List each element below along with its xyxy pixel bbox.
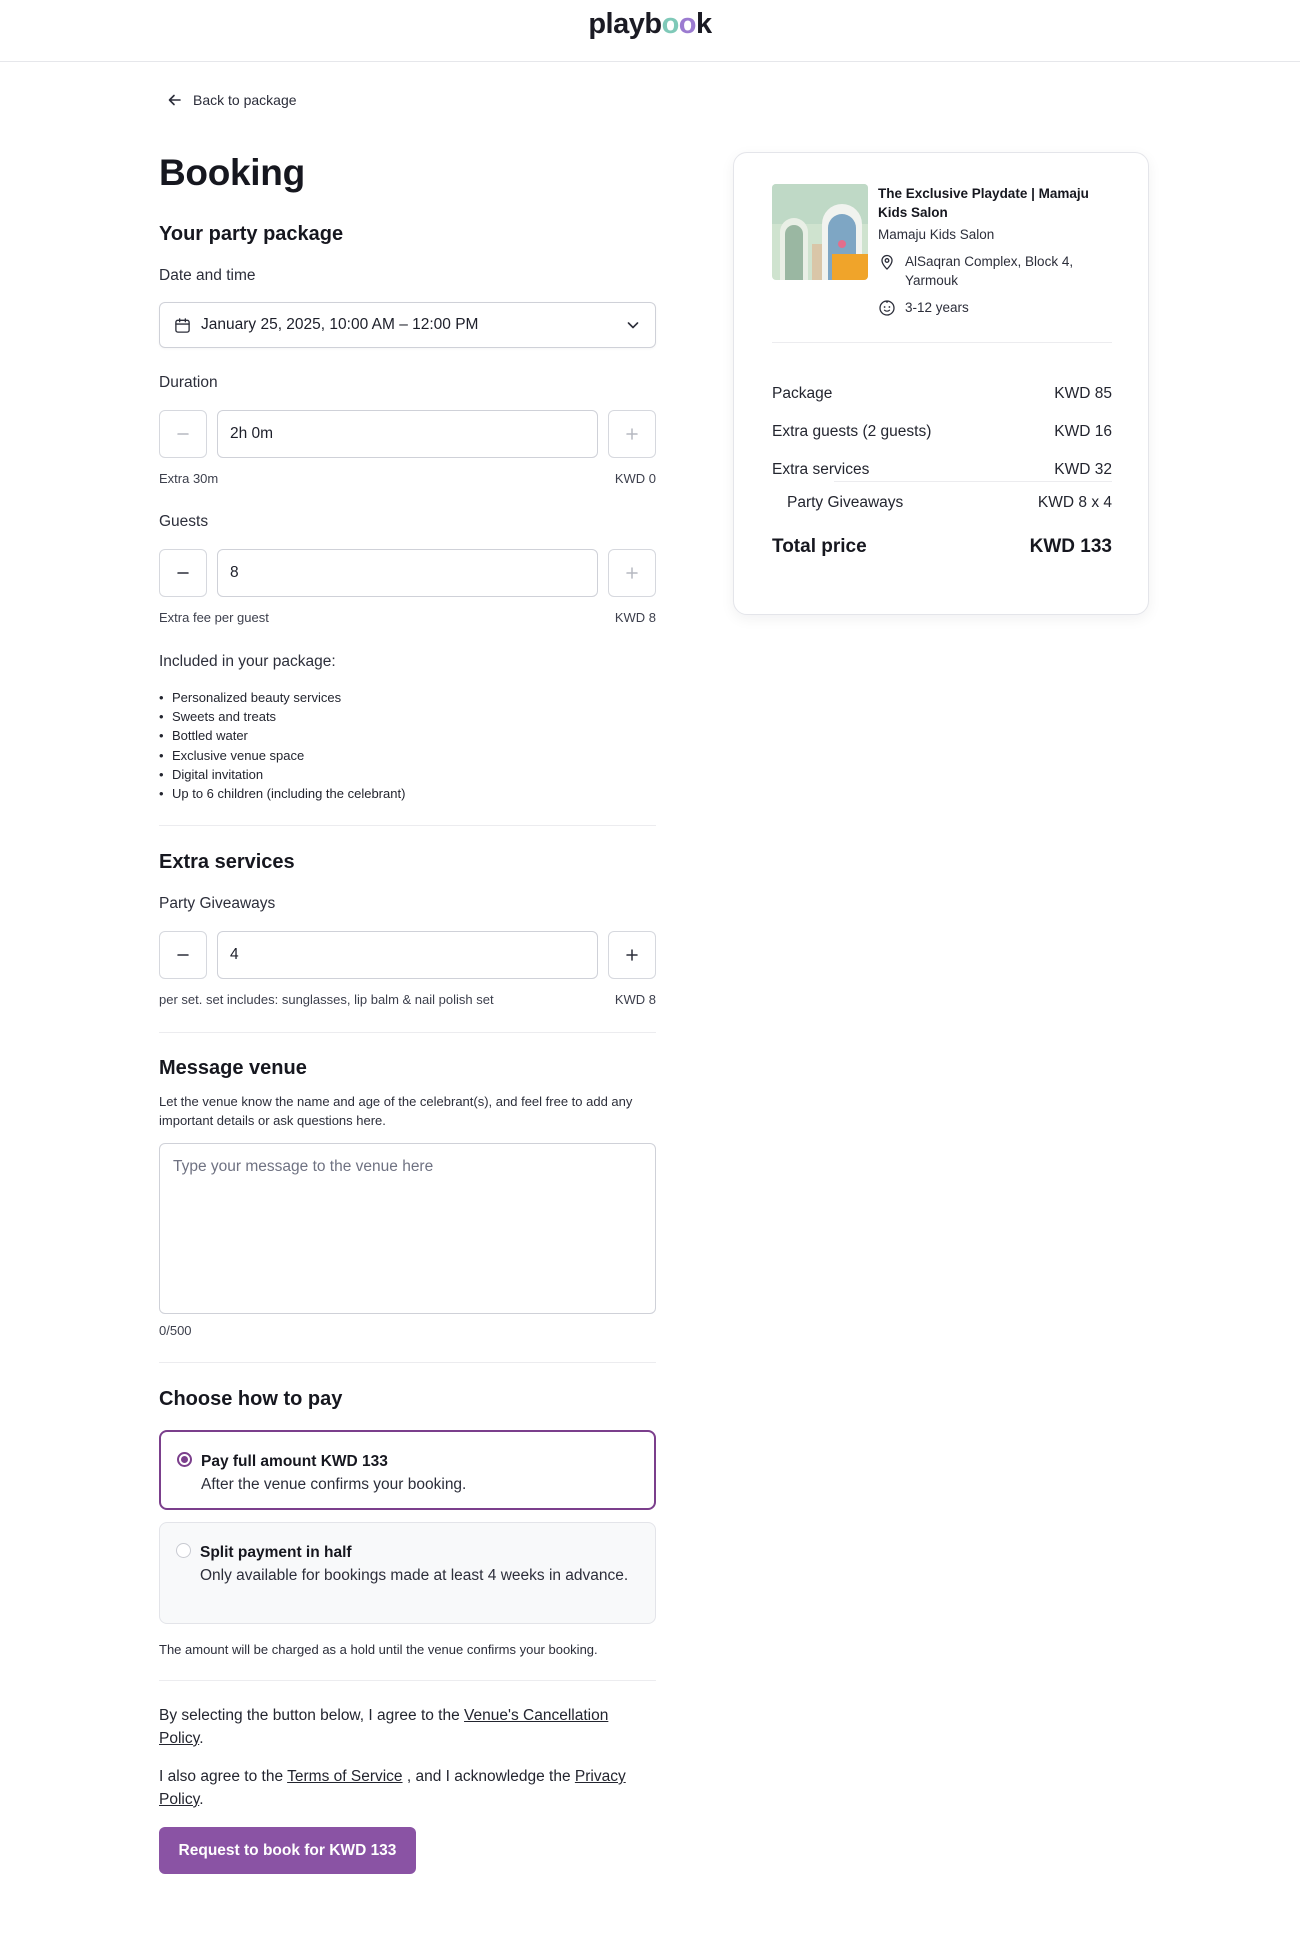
summary-row-extra-guests: [772, 423, 1112, 441]
divider: [834, 481, 1112, 482]
giveaways-decrement-button[interactable]: [159, 931, 207, 979]
summary-row-extra-services: [772, 461, 1112, 479]
list-item: • Up to 6 children (including the celebrant): [159, 784, 405, 803]
agreement-text: , and I acknowledge the: [402, 1768, 575, 1785]
guests-input[interactable]: 8: [217, 549, 598, 597]
duration-decrement-button[interactable]: [159, 410, 207, 458]
divider: [159, 1362, 656, 1363]
summary-row-party-giveaways: [787, 494, 1112, 512]
giveaways-note: per set. set includes: sunglasses, lip balm & nail polish set: [159, 992, 494, 1007]
party-package-heading: Your party package: [159, 223, 344, 245]
split-payment-option[interactable]: [159, 1522, 656, 1624]
included-list: [159, 688, 405, 803]
hold-note: The amount will be charged as a hold until the venue confirms your booking.: [159, 1642, 598, 1657]
list-item: • Exclusive venue space: [159, 746, 405, 765]
guests-decrement-button[interactable]: [159, 549, 207, 597]
privacy-policy-link[interactable]: Privacy Policy: [159, 1768, 626, 1808]
extra-services-heading: Extra services: [159, 851, 295, 873]
back-label: Back to package: [193, 92, 297, 108]
terms-agreement: [159, 1765, 656, 1811]
arrow-left-icon: [167, 92, 183, 108]
message-counter: 0/500: [159, 1323, 192, 1338]
party-giveaways-label: Party Giveaways: [159, 895, 276, 912]
total-value: KWD 133: [1029, 536, 1112, 557]
row-label: Party Giveaways: [787, 494, 904, 511]
age-range-text: 3-12 years: [905, 300, 969, 315]
duration-label: Duration: [159, 374, 218, 391]
divider: [772, 342, 1112, 343]
location-pin-icon: [878, 253, 896, 271]
date-time-select[interactable]: [159, 302, 656, 348]
radio-selected[interactable]: [177, 1452, 192, 1467]
guests-label: Guests: [159, 513, 209, 530]
venue-location: [878, 252, 1118, 290]
summary-total: [772, 536, 1112, 558]
list-item: • Digital invitation: [159, 765, 405, 784]
agreement-text: I also agree to the: [159, 1768, 288, 1785]
date-time-label: Date and time: [159, 267, 256, 284]
total-label: Total price: [772, 536, 867, 557]
guests-note: Extra fee per guest: [159, 610, 269, 625]
list-item: • Bottled water: [159, 726, 405, 745]
duration-price: KWD 0: [614, 471, 656, 486]
row-value: KWD 16: [1054, 423, 1112, 440]
payment-heading: Choose how to pay: [159, 1388, 343, 1410]
page-title: Booking: [159, 152, 305, 193]
divider: [159, 1680, 656, 1681]
agreement-text: .: [199, 1730, 204, 1747]
date-time-value: January 25, 2025, 10:00 AM – 12:00 PM: [201, 316, 479, 333]
agreement-text: By selecting the button below, I agree to the: [159, 1707, 465, 1724]
location-text: AlSaqran Complex, Block 4, Yarmouk: [905, 254, 1074, 288]
booking-summary-card: [733, 152, 1149, 615]
venue-name: Mamaju Kids Salon: [878, 227, 995, 242]
guests-price: KWD 8: [614, 610, 656, 625]
pay-full-title: Pay full amount KWD 133: [201, 1453, 388, 1470]
plus-icon: [624, 947, 640, 963]
duration-note: Extra 30m: [159, 471, 219, 486]
duration-increment-button[interactable]: [608, 410, 656, 458]
child-face-icon: [878, 299, 896, 317]
plus-icon: [624, 565, 640, 581]
row-value: KWD 32: [1054, 461, 1112, 478]
row-value: KWD 85: [1054, 385, 1112, 402]
chevron-down-icon: [625, 317, 641, 333]
top-bar: [0, 0, 1300, 62]
included-label: Included in your package:: [159, 653, 336, 670]
row-label: Extra guests (2 guests): [772, 423, 932, 440]
pay-full-option[interactable]: [159, 1430, 656, 1510]
playbook-logo[interactable]: playbook: [588, 8, 712, 40]
agreement-text: .: [199, 1791, 204, 1808]
divider: [159, 825, 656, 826]
radio-unselected[interactable]: [176, 1543, 191, 1558]
guests-increment-button[interactable]: [608, 549, 656, 597]
list-item: • Personalized beauty services: [159, 688, 405, 707]
message-venue-heading: Message venue: [159, 1057, 307, 1079]
split-payment-desc: Only available for bookings made at least 4 weeks in advance.: [200, 1567, 629, 1584]
venue-image: [772, 184, 868, 280]
terms-of-service-link[interactable]: Terms of Service: [287, 1768, 403, 1785]
back-to-package-link[interactable]: [167, 92, 297, 108]
duration-input[interactable]: 2h 0m: [217, 410, 598, 458]
calendar-icon: [174, 317, 191, 334]
request-to-book-button[interactable]: Request to book for KWD 133: [159, 1827, 416, 1874]
row-value: KWD 8 x 4: [1037, 494, 1112, 511]
divider: [159, 1032, 656, 1033]
summary-row-package: [772, 385, 1112, 403]
package-title[interactable]: The Exclusive Playdate | Mamaju Kids Salon: [878, 186, 1089, 220]
pay-full-desc: After the venue confirms your booking.: [201, 1476, 467, 1493]
split-payment-title: Split payment in half: [200, 1544, 352, 1561]
giveaways-input[interactable]: 4: [217, 931, 598, 979]
giveaways-price: KWD 8: [614, 992, 656, 1007]
venue-thumbnail: [772, 184, 868, 280]
row-label: Extra services: [772, 461, 870, 478]
row-label: Package: [772, 385, 833, 402]
cancellation-agreement: [159, 1704, 656, 1750]
minus-icon: [175, 565, 191, 581]
message-description: Let the venue know the name and age of the celebrant(s), and feel free to add any important details or ask questions here.: [159, 1094, 633, 1128]
minus-icon: [175, 947, 191, 963]
plus-icon: [624, 426, 640, 442]
giveaways-increment-button[interactable]: [608, 931, 656, 979]
list-item: • Sweets and treats: [159, 707, 405, 726]
minus-icon: [175, 426, 191, 442]
cancellation-policy-link[interactable]: Venue's Cancellation Policy: [159, 1707, 609, 1747]
age-range: [878, 298, 969, 317]
message-textarea[interactable]: Type your message to the venue here: [159, 1143, 656, 1314]
